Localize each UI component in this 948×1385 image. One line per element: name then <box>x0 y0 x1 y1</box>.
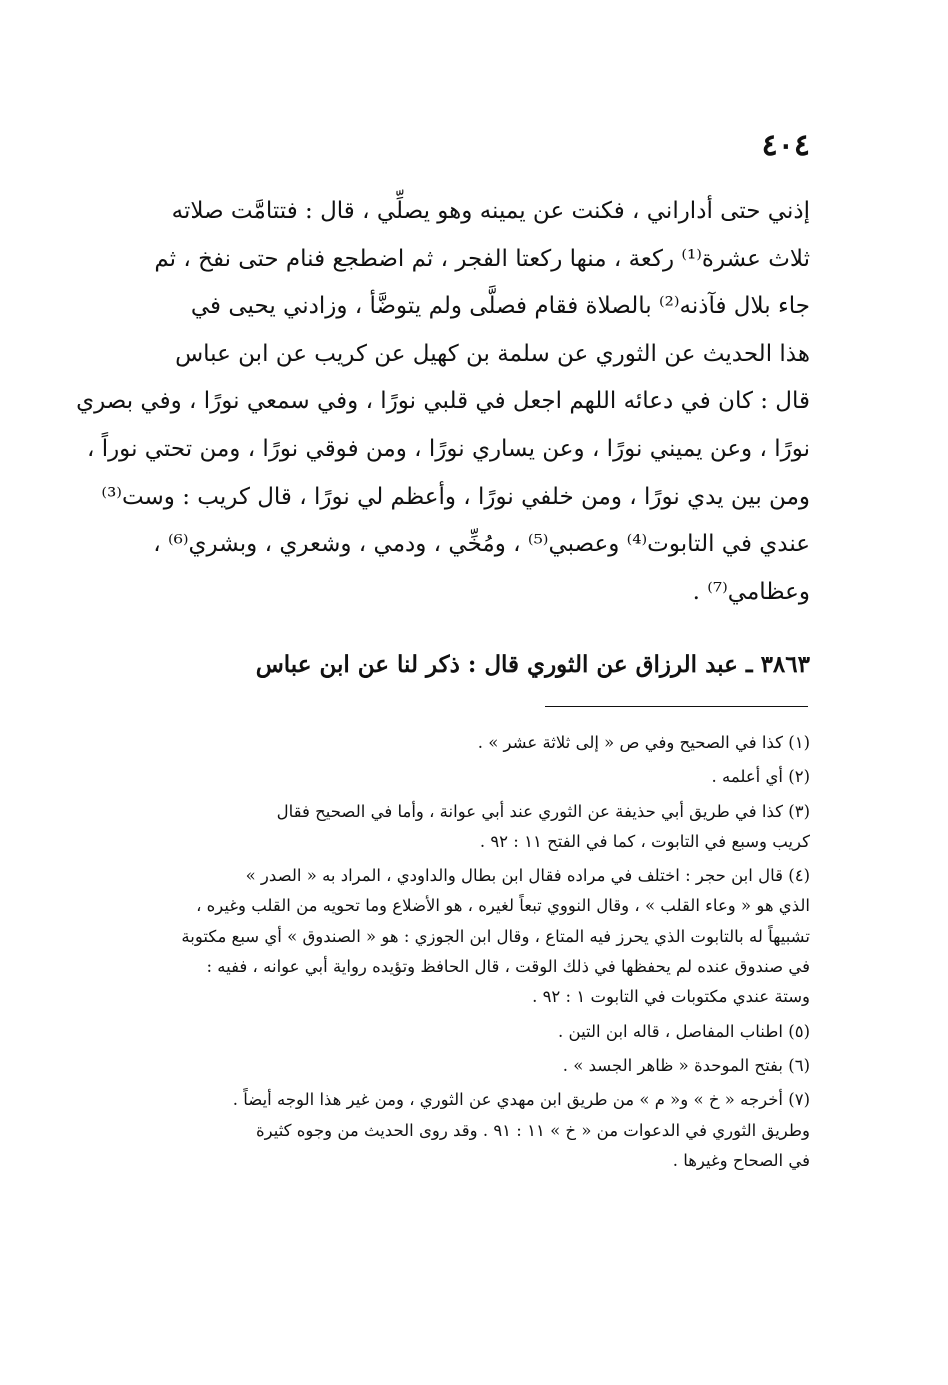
footnote-item <box>138 1051 810 1081</box>
footnote-line: (١) كذا في الصحيح وفي ص « إلى ثلاثة عشر » . <box>477 733 810 752</box>
main-text-line: عندي في التابوت⁽⁴⁾ وعصبي⁽⁵⁾ ، ومُخِّي ، ودمي ، وشعري ، وبشري⁽⁶⁾ ، <box>153 531 810 558</box>
footnote-line: في الصحاح وغيرها . <box>672 1150 810 1170</box>
footnote-line: (٤) قال ابن حجر : اختلف في مراده فقال ابن بطال والداودي ، المراد به « الصدر » <box>245 866 810 886</box>
main-text-line: ومن بين يدي نورًا ، ومن خلفي نورًا ، وأعظم لي نورًا ، قال كريب : وست⁽³⁾ <box>101 483 810 510</box>
main-text-line: وعظامي⁽⁷⁾ . <box>692 578 810 605</box>
main-text-line: جاء بلال فآذنه⁽²⁾ بالصلاة فقام فصلَّى ولم يتوضَّأ ، وزادني يحيى في <box>190 293 810 320</box>
main-text-line: نورًا ، وعن يميني نورًا ، وعن يساري نورًا ، ومن فوقي نورًا ، ومن تحتي نوراً ، <box>86 435 810 462</box>
main-text-line: إذني حتى أداراني ، فكنت عن يمينه وهو يصلِّي ، قال : فتتامَّت صلاته <box>171 198 810 224</box>
main-text-line: قال : كان في دعائه اللهم اجعل في قلبي نورًا ، وفي سمعي نورًا ، وفي بصري <box>76 388 810 415</box>
footnote-line: (٥) اطناب المفاصل ، قاله ابن التين . <box>558 1021 810 1041</box>
footnote-item <box>138 797 810 858</box>
footnotes <box>138 728 810 1176</box>
footnote-line: تشبيهاً له بالتابوت الذي يحرز فيه المتاع ، وقال ابن الجوزي : هو « الصندوق » أي سبع مكتوبة <box>181 926 810 946</box>
footnote-line: (٧) أخرجه « خ » و« م » من طريق ابن مهدي عن الثوري ، ومن غير هذا الوجه أيضاً . <box>232 1090 810 1110</box>
footnote-divider <box>545 706 808 707</box>
footnote-item <box>138 728 810 758</box>
page-number: ٤٠٤ <box>761 128 810 163</box>
footnote-line: وطريق الثوري في الدعوات من « خ » ١١ : ٩١ . وقد روى الحديث من وجوه كثيرة <box>255 1120 810 1140</box>
footnote-line: كريب وسبع في التابوت ، كما في الفتح ١١ : ٩٢ . <box>479 831 810 851</box>
footnote-line: في صندوق عنده لم يحفظها في ذلك الوقت ، قال الحافظ وتؤيده رواية أبي عوانه ، ففيه : <box>206 957 810 977</box>
footnote-item <box>138 1017 810 1047</box>
footnote-line: (٦) بفتح الموحدة « ظاهر الجسد » . <box>562 1055 810 1075</box>
main-text-line: ثلاث عشرة⁽¹⁾ ركعة ، منها ركعتا الفجر ، ثم اضطجع فنام حتى نفخ ، ثم <box>154 245 810 272</box>
footnote-item <box>138 1085 810 1176</box>
hadith-entry-heading: ٣٨٦٣ ـ عبد الرزاق عن الثوري قال : ذكر لنا عن ابن عباس <box>255 651 810 678</box>
footnote-line: (٢) أي أعلمه . <box>711 767 810 787</box>
main-text-line: هذا الحديث عن الثوري عن سلمة بن كهيل عن كريب عن ابن عباس <box>175 340 810 367</box>
footnote-line: (٣) كذا في طريق أبي حذيفة عن الثوري عند أبي عوانة ، وأما في الصحيح فقال <box>276 801 810 821</box>
footnote-item <box>138 762 810 792</box>
footnote-item <box>138 861 810 1012</box>
footnote-line: وستة عندي مكتوبات في التابوت ١ : ٩٢ . <box>532 987 810 1007</box>
main-text <box>76 188 810 616</box>
footnote-line: الذي هو « وعاء القلب » ، وقال النووي تبعاً لغيره ، هو الأضلاع وما تحويه من القلب وغيره ، <box>196 896 810 916</box>
